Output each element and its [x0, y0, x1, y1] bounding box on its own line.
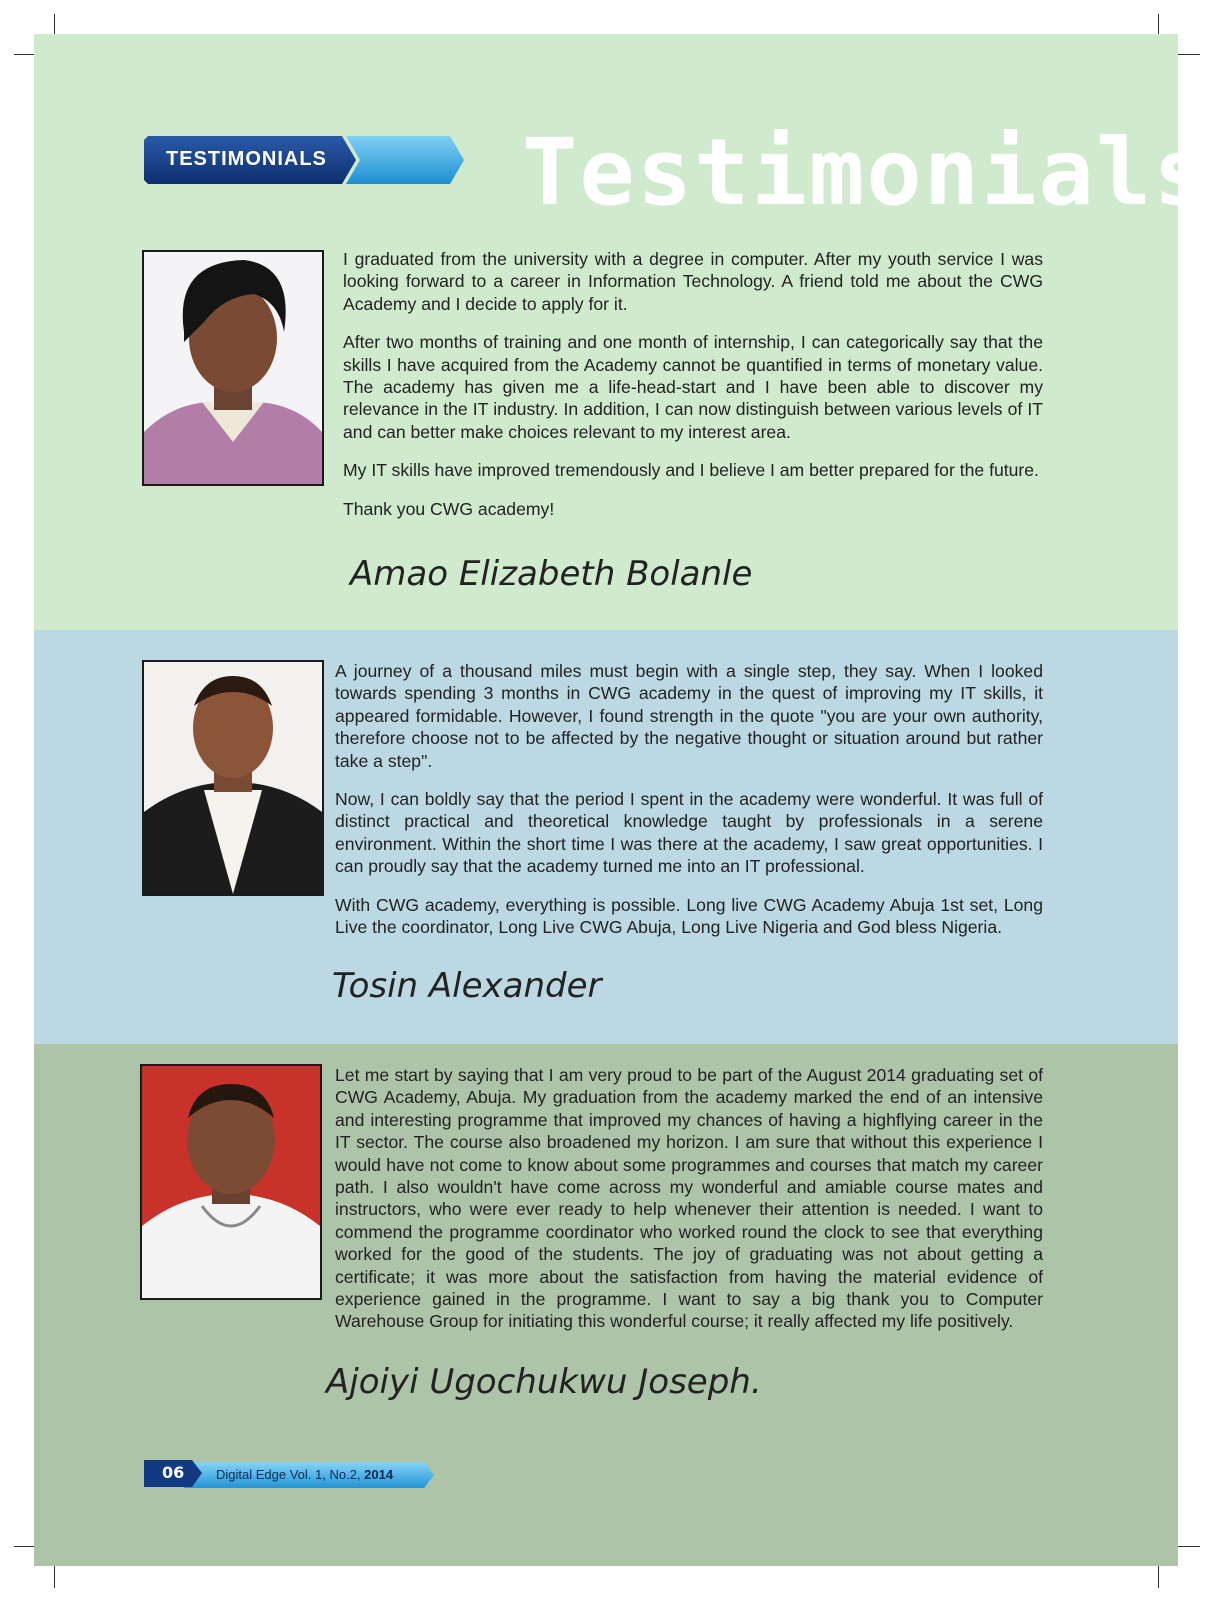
page-number: 06	[162, 1463, 185, 1482]
testimonial-1-body	[343, 248, 1043, 536]
testimonial-1-paragraph: After two months of training and one month of internship, I can categorically say that the skills I have acquired from the Academy cannot be quantified in terms of monetary value. The academy has given me a life-head-start and I have been able to discover my relevance in the IT industry. In addition, I can now distinguish between various levels of IT and can better make choices relevant to my interest area.	[343, 332, 1043, 442]
publication-year: 2014	[364, 1467, 394, 1482]
testimonial-3-paragraph: Let me start by saying that I am very proud to be part of the August 2014 graduating set of CWG Academy, Abuja. My graduation from the academy marked the end of an intensive and interesting programme that improved my chances of having a highflying career in the IT sector. The course also broadened my horizon. I am sure that without this experience I would have not come to know about some programmes and courses that match my career path. I also wouldn't have come across my wonderful and amiable course mates and instructors, who were ever ready to help whenever their attention is needed. I want to commend the programme coordinator who worked round the clock to see that everything worked for the good of the students. The joy of graduating was not about getting a certificate; it was more about the satisfaction from having the material evidence of experience gained in the programme. I want to say a big thank you to Computer Warehouse Group for initiating this wonderful course; it really affected my life positively.	[335, 1065, 1043, 1332]
portrait-photo-1	[142, 250, 324, 486]
testimonial-2-body	[335, 660, 1043, 954]
testimonial-2-paragraph: A journey of a thousand miles must begin with a single step, they say. When I looked towards spending 3 months in CWG academy in the quest of improving my IT skills, it appeared formidable. However, I found strength in the quote "you are your own authority, therefore choose not to be affected by the negative thought or situation around but rather take a step".	[335, 661, 1043, 771]
section-tag	[144, 136, 464, 184]
testimonial-1-paragraph: Thank you CWG academy!	[343, 498, 555, 519]
portrait-photo-3	[140, 1064, 322, 1300]
testimonial-2-signature: Tosin Alexander	[332, 966, 602, 1006]
testimonial-1-paragraph: I graduated from the university with a degree in computer. After my youth service I was looking forward to a career in Information Technology. A friend told me about the CWG Academy and I decide to apply for it.	[343, 249, 1043, 314]
testimonial-2-paragraph: With CWG academy, everything is possible. Long live CWG Academy Abuja 1st set, Long Live the coordinator, Long Live CWG Abuja, Long Live Nigeria and God bless Nigeria.	[335, 894, 1043, 938]
testimonial-3-body	[335, 1064, 1043, 1349]
portrait-photo-2	[142, 660, 324, 896]
testimonial-3-signature: Ajoiyi Ugochukwu Joseph.	[326, 1362, 762, 1402]
publication-name: Digital Edge Vol. 1, No.2,	[216, 1467, 361, 1482]
page-title: Testimonials	[522, 119, 1211, 226]
section-tag-label: TESTIMONIALS	[166, 148, 327, 170]
testimonial-1-signature: Amao Elizabeth Bolanle	[350, 554, 753, 594]
page-footer	[144, 1460, 434, 1488]
publication-line	[216, 1467, 393, 1482]
testimonial-1-paragraph: My IT skills have improved tremendously and I believe I am better prepared for the future.	[343, 460, 1039, 481]
testimonial-2-paragraph: Now, I can boldly say that the period I spent in the academy were wonderful. It was full of distinct practical and theoretical knowledge taught by professionals in a serene environment. Within the short time I was there at the academy, I saw great opportunities. I can proudly say that the academy turned me into an IT professional.	[335, 789, 1043, 877]
